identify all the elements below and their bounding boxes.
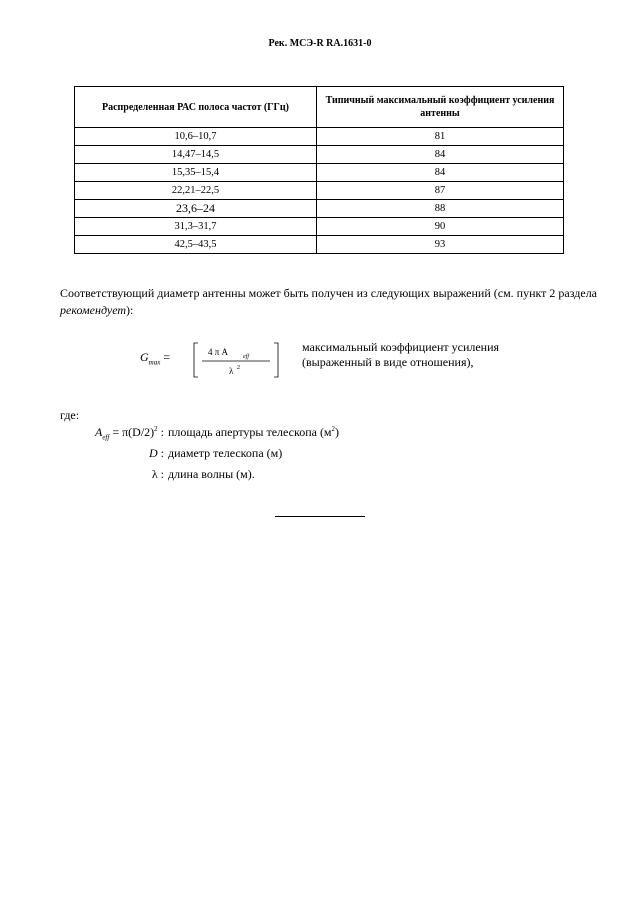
gain-cell: 88: [317, 200, 564, 218]
table-row: [75, 182, 564, 200]
table-row: [75, 164, 564, 182]
definition-text: площадь апертуры телескопа $(м^2)$: [168, 425, 340, 439]
band-cell: 14,47–14,5: [75, 146, 317, 164]
definition-symbol: λ :: [151, 467, 164, 481]
table-row: [75, 200, 564, 218]
page-header: Рек. МСЭ-R RA.1631-0: [268, 38, 372, 49]
paragraph-text: Соответствующий диаметр антенны может быть получен из следующих выражений (см. пункт 2 раздела: [60, 286, 598, 300]
frequency-gain-table: [74, 86, 564, 254]
gain-cell: 84: [317, 164, 564, 182]
formula-fraction: [192, 340, 292, 380]
band-cell: 31,3–31,7: [75, 218, 317, 236]
band-cell: 22,21–22,5: [75, 182, 317, 200]
gain-cell: 87: [317, 182, 564, 200]
header-frequency-band: Распределенная РАС полоса частот (ГГц): [75, 87, 317, 128]
formula-denominator-sup: 2: [237, 365, 240, 371]
table-row: [75, 218, 564, 236]
formula-description: [302, 340, 499, 370]
band-cell: 15,35–15,4: [75, 164, 317, 182]
gain-cell: 90: [317, 218, 564, 236]
paragraph-emphasis: рекомендует: [60, 303, 127, 317]
where-label: где:: [60, 408, 80, 422]
formula-numerator: 4 π A: [208, 347, 229, 357]
formula-numerator-sub: eff: [243, 354, 249, 360]
gain-cell: 81: [317, 128, 564, 146]
gain-cell: 84: [317, 146, 564, 164]
table-row: [75, 128, 564, 146]
gain-cell: 93: [317, 236, 564, 254]
paragraph-text-end: ):: [126, 303, 134, 317]
definition-text: диаметр телескопа (м): [168, 446, 283, 460]
definition-text: длина волны (м).: [168, 467, 255, 481]
table-row: [75, 236, 564, 254]
intro-paragraph: [60, 285, 600, 319]
definition-symbol: $A_{eff} = \pi(D/2)^2$ :: [94, 425, 164, 442]
band-cell: 42,5–43,5: [75, 236, 317, 254]
definition-symbol: D :: [148, 446, 164, 460]
table-row: [75, 146, 564, 164]
table-header-row: [75, 87, 564, 128]
formula-denominator: λ: [229, 366, 234, 376]
band-cell: 10,6–10,7: [75, 128, 317, 146]
formula-description-line1: максимальный коэффициент усиления: [302, 340, 500, 354]
end-rule: [275, 516, 365, 517]
formula-lhs: $G_{max}$ =: [140, 350, 171, 367]
band-cell: 23,6–24: [75, 200, 317, 218]
formula-description-line2: (выраженный в виде отношения),: [302, 355, 474, 369]
header-antenna-gain: Типичный максимальный коэффициент усиления антенны: [317, 87, 564, 128]
